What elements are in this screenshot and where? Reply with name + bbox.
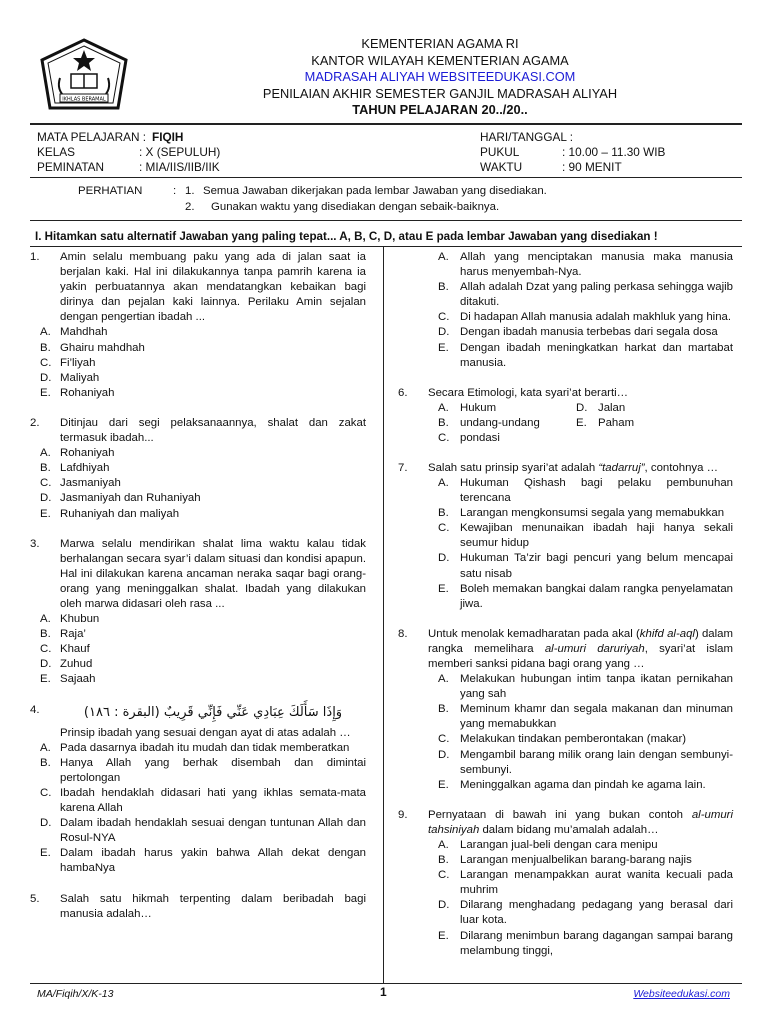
option-d[interactable]: [30, 816, 366, 846]
question-1: [30, 250, 366, 325]
duration-label: WAKTU: [480, 160, 523, 174]
question-number: 3.: [30, 537, 40, 550]
option-text: Hukuman Qishash bagi pelaku pembunuhan terencana: [460, 476, 733, 505]
option-text: Fi’liyah: [60, 356, 96, 369]
option-text: Rohaniyah: [60, 447, 115, 460]
stem-text: Untuk menolak kemadharatan pada akal (: [428, 627, 640, 640]
option-letter: E.: [40, 847, 51, 860]
option-letter: B.: [438, 703, 449, 716]
option-text: Mahdhah: [60, 326, 108, 339]
left-column: [30, 250, 366, 922]
option-text: Sajaah: [60, 673, 96, 686]
option-d[interactable]: [398, 325, 733, 340]
footer-code: MA/Fiqih/X/K-13: [37, 988, 114, 1000]
option-text: Meminum khamr dan segala makanan dan minuman yang memabukkan: [460, 703, 733, 731]
stem-term: “tadarruj”: [598, 461, 645, 474]
header-ministry: KEMENTERIAN AGAMA RI: [361, 36, 519, 51]
notice-divider: [30, 220, 742, 221]
option-text: Ruhaniyah dan maliyah: [60, 507, 180, 520]
header-school-link[interactable]: MADRASAH ALIYAH WEBSITEEDUKASI.COM: [304, 69, 576, 84]
option-letter: B.: [40, 462, 51, 475]
option-letter: E.: [40, 386, 51, 399]
option-b[interactable]: undang-undang: [460, 416, 540, 429]
option-text: Melakukan tindakan pemberontakan (makar): [460, 733, 687, 746]
option-letter: E.: [40, 673, 51, 686]
option-b[interactable]: [30, 461, 366, 476]
stem-text: dalam bidang mu’amalah adalah…: [479, 823, 659, 836]
option-e[interactable]: [398, 929, 733, 959]
option-letter: D.: [40, 492, 52, 505]
option-letter: D.: [40, 658, 52, 671]
question-stem: [428, 461, 733, 476]
option-text: Boleh memakan bangkai dalam rangka penyelamatan jiwa.: [460, 582, 733, 610]
option-text: Larangan menjualbelikan barang-barang najis: [460, 854, 692, 867]
notice-item2-num: 2.: [185, 201, 195, 213]
option-letter: C.: [438, 869, 450, 882]
option-e[interactable]: [30, 507, 366, 522]
exam-info: [37, 130, 742, 175]
question-number: 9.: [398, 808, 408, 821]
option-text: Pada dasarnya ibadah itu mudah dan tidak memberatkan: [60, 741, 350, 754]
option-text: Raja’: [60, 628, 86, 641]
option-text: Dalam ibadah hendaklah sesuai dengan tuntunan Allah dan Rosul-NYA: [60, 817, 366, 845]
question-number: 8.: [398, 627, 408, 640]
option-letter: E.: [438, 582, 449, 595]
page-number: 1: [380, 985, 387, 999]
question-7: [398, 461, 733, 476]
question-8: [398, 627, 733, 672]
date-label: HARI/TANGGAL :: [480, 130, 574, 144]
option-text: Allah yang menciptakan manusia maka manusia harus menyembah-Nya.: [460, 251, 733, 279]
option-letter: A.: [40, 447, 51, 460]
subject-value: FIQIH: [152, 130, 184, 144]
question-stem: Amin selalu membuang paku yang ada di jalan saat ia berjalan kaki. Hal ini dilakukannya tanpa pamrih karena ia yakin perbuatannya akan mendatangkan kebaikan bagi dirinya dan pejalan kaki lainnya. Perilaku Amin sejalan dengan pengertian ibadah ...: [60, 251, 366, 324]
option-text: Jasmaniyah dan Ruhaniyah: [60, 492, 201, 505]
notice-colon: :: [173, 185, 177, 197]
class-value: : X (SEPULUH): [139, 145, 221, 159]
option-c[interactable]: [30, 356, 366, 371]
option-text: Hanya Allah yang berhak disembah dan dimintai pertolongan: [60, 756, 366, 784]
option-letter: A.: [40, 326, 51, 339]
notice-label: PERHATIAN: [78, 185, 143, 197]
option-text: Rohaniyah: [60, 386, 115, 399]
option-letter: D.: [438, 748, 450, 761]
option-e[interactable]: [398, 341, 733, 371]
option-d[interactable]: [398, 898, 733, 928]
option-text: Meninggalkan agama dan pindah ke agama lain.: [460, 778, 706, 791]
question-4: [30, 703, 366, 741]
info-divider: [30, 177, 742, 178]
question-number: 2.: [30, 416, 40, 429]
option-letter: E.: [576, 416, 587, 429]
question-stem: Ditinjau dari segi pelaksanaannya, shalat dan zakat termasuk ibadah...: [60, 416, 366, 445]
stem-text: Salah satu prinsip syari’at adalah: [428, 461, 599, 474]
option-letter: B.: [438, 281, 449, 294]
option-letter: B.: [438, 507, 449, 520]
question-stem: Secara Etimologi, kata syari’at berarti…: [428, 386, 629, 399]
section-divider: [30, 246, 742, 247]
option-a[interactable]: [398, 476, 733, 506]
right-column: [398, 250, 733, 959]
notice-item-2: Gunakan waktu yang disediakan dengan sebaik-baiknya.: [211, 201, 500, 213]
option-e[interactable]: [30, 672, 366, 687]
option-d[interactable]: [30, 491, 366, 506]
option-c[interactable]: [30, 476, 366, 491]
option-text: Khubun: [60, 613, 100, 626]
stem-term: khifd al-aql: [639, 627, 695, 640]
option-letter: C.: [438, 431, 450, 444]
option-letter: B.: [438, 854, 449, 867]
option-text: Larangan jual-beli dengan cara menipu: [460, 839, 658, 851]
option-text: Dilarang menimbun barang dagangan sampai barang melambung tinggi,: [460, 929, 733, 957]
option-a[interactable]: [30, 446, 366, 461]
column-divider: [383, 246, 384, 983]
major-label: PEMINATAN: [37, 160, 105, 174]
option-letter: A.: [438, 673, 449, 686]
document-header: [30, 32, 740, 120]
question-stem: Prinsip ibadah yang sesuai dengan ayat di atas adalah …: [60, 726, 351, 739]
option-c[interactable]: pondasi: [460, 431, 500, 444]
option-e[interactable]: [30, 846, 366, 876]
option-e[interactable]: [398, 582, 733, 612]
option-letter: D.: [40, 371, 52, 384]
option-text: Mengambil barang milik orang lain dengan sembunyi-sembunyi.: [460, 748, 733, 776]
notice-item1-num: 1.: [185, 185, 195, 197]
option-d[interactable]: [398, 748, 733, 778]
option-d[interactable]: [398, 551, 733, 581]
ministry-logo: [38, 38, 130, 118]
option-c[interactable]: [398, 732, 733, 747]
option-e[interactable]: Paham: [598, 416, 635, 429]
option-a[interactable]: Hukum: [460, 401, 497, 414]
option-d[interactable]: [30, 371, 366, 386]
option-b[interactable]: [30, 627, 366, 642]
notice-item-1: Semua Jawaban dikerjakan pada lembar Jawaban yang disediakan.: [203, 185, 547, 197]
subject-label: MATA PELAJARAN :: [37, 130, 147, 144]
question-stem: [428, 808, 733, 838]
section-instruction: I. Hitamkan satu alternatif Jawaban yang paling tepat... A, B, C, D, atau E pada lembar Jawaban yang disediakan !: [35, 230, 658, 243]
question-3: [30, 537, 366, 612]
option-letter: D.: [438, 899, 450, 912]
header-office: KANTOR WILAYAH KEMENTERIAN AGAMA: [311, 52, 569, 68]
option-text: Kewajiban menunaikan ibadah haji hanya sekali seumur hidup: [460, 522, 733, 550]
stem-text: , syari’at islam memberi sanksi pidana bagi orang yang …: [428, 642, 734, 670]
option-text: Melakukan hubungan intim tanpa ikatan pernikahan yang sah: [460, 673, 733, 701]
option-letter: B.: [40, 756, 51, 769]
option-letter: A.: [40, 613, 51, 626]
option-letter: D.: [576, 401, 588, 414]
stem-text: Pernyataan di bawah ini yang bukan contoh: [428, 808, 692, 821]
option-letter: E.: [438, 341, 449, 354]
option-c[interactable]: [30, 786, 366, 816]
option-a[interactable]: [398, 672, 733, 702]
option-letter: C.: [438, 522, 450, 535]
stem-text: ) dalam rangka memelihara: [428, 627, 733, 655]
option-letter: C.: [438, 311, 450, 324]
option-a[interactable]: [30, 325, 366, 340]
option-c[interactable]: [398, 310, 733, 325]
option-text: Ibadah hendaklah didasari hati yang ikhlas semata-mata karena Allah: [60, 787, 366, 815]
option-letter: C.: [40, 787, 52, 799]
question-9: [398, 808, 733, 838]
option-text: Dengan ibadah meningkatkan harkat dan martabat manusia.: [460, 341, 733, 369]
header-divider: [30, 123, 742, 125]
option-text: Lafdhiyah: [60, 462, 110, 475]
option-letter: E.: [438, 778, 449, 791]
option-a[interactable]: [30, 741, 366, 756]
question-stem: Marwa selalu mendirikan shalat lima waktu kalau tidak berhalangan secara syar’i dalam situasi dan kondisi apapun. Hal ini dilakukan karena ancaman neraka saqar bagi orang-orang yang meninggalkan shalat. Ibadah yang dilakukan oleh marwa didasari oleh rasa ...: [60, 537, 366, 610]
option-text: Di hadapan Allah manusia adalah makhluk yang hina.: [460, 311, 732, 324]
option-letter: B.: [438, 416, 449, 429]
question-number: 1.: [30, 251, 40, 263]
class-label: KELAS: [37, 145, 76, 159]
option-a[interactable]: [30, 612, 366, 627]
option-e[interactable]: [30, 386, 366, 401]
option-letter: A.: [40, 741, 51, 754]
option-b[interactable]: [30, 341, 366, 356]
option-text: Hukuman Ta’zir bagi pencuri yang belum mencapai satu nisab: [460, 552, 733, 580]
footer-link[interactable]: Websiteedukasi.com: [633, 988, 730, 1000]
option-d[interactable]: Jalan: [598, 401, 626, 414]
stem-text: , contohnya …: [644, 461, 718, 474]
option-letter: D.: [438, 326, 450, 339]
header-year: TAHUN PELAJARAN 20../20..: [352, 102, 528, 117]
option-letter: A.: [438, 476, 449, 489]
option-letter: B.: [40, 341, 51, 354]
question-stem: [428, 627, 733, 672]
option-c[interactable]: [398, 868, 733, 898]
question-number: 7.: [398, 461, 408, 474]
option-text: Ghairu mahdhah: [60, 341, 145, 354]
option-b[interactable]: [398, 280, 733, 310]
time-label: PUKUL: [480, 145, 520, 159]
option-letter: B.: [40, 628, 51, 641]
svg-text:IKHLAS BERAMAL: IKHLAS BERAMAL: [62, 96, 106, 103]
header-exam-title: PENILAIAN AKHIR SEMESTER GANJIL MADRASAH ALIYAH: [262, 85, 618, 101]
option-b[interactable]: [398, 506, 733, 521]
option-letter: C.: [438, 733, 450, 746]
question-number: 6.: [398, 386, 408, 399]
option-text: Dilarang menghadang pedagang yang berasal dari luar kota.: [460, 899, 733, 927]
option-c[interactable]: [30, 642, 366, 657]
option-b[interactable]: [398, 702, 733, 732]
question-number: 4.: [30, 703, 40, 716]
option-text: Dalam ibadah harus yakin bahwa Allah dekat dengan hambaNya: [60, 847, 366, 875]
option-b[interactable]: [398, 853, 733, 868]
time-value: : 10.00 – 11.30 WIB: [562, 145, 666, 159]
option-b[interactable]: [30, 756, 366, 786]
option-letter: E.: [40, 507, 51, 520]
option-c[interactable]: [398, 521, 733, 551]
option-letter: A.: [438, 401, 449, 414]
option-e[interactable]: [398, 778, 733, 793]
option-text: Dengan ibadah manusia terbebas dari segala dosa: [460, 326, 718, 339]
stem-term: al-umuri daruriyah: [544, 642, 645, 655]
option-letter: C.: [40, 356, 52, 369]
option-letter: A.: [438, 839, 449, 851]
option-letter: C.: [40, 643, 52, 656]
option-a[interactable]: [398, 838, 733, 853]
option-a[interactable]: [398, 250, 733, 280]
question-stem: Salah satu hikmah terpenting dalam beribadah bagi manusia adalah…: [60, 892, 366, 920]
option-text: Maliyah: [60, 371, 100, 384]
option-text: Khauf: [60, 643, 90, 656]
major-value: : MIA/IIS/IIB/IIK: [139, 160, 220, 174]
option-text: Allah adalah Dzat yang paling perkasa sehingga wajib ditakuti.: [460, 281, 733, 309]
option-text: Larangan mengkonsumsi segala yang memabukkan: [460, 507, 725, 520]
option-letter: D.: [40, 817, 52, 830]
option-letter: D.: [438, 552, 450, 565]
question-5: [30, 892, 366, 922]
option-text: Larangan menampakkan aurat wanita kecuali pada muhrim: [460, 869, 733, 897]
duration-value: : 90 MENIT: [562, 160, 622, 174]
footer-divider: [30, 983, 742, 984]
quran-verse: وَإِذَا سَأَلَكَ عِبَادِي عَنِّي فَإِنِّي قَرِيبٌ (البقرة : ١٨٦): [83, 704, 343, 720]
option-d[interactable]: [30, 657, 366, 672]
stem-term: al-umuri tahsiniyah: [428, 808, 733, 836]
question-number: 5.: [30, 892, 40, 905]
option-text: Jasmaniyah: [60, 477, 121, 490]
question-2: [30, 416, 366, 446]
option-letter: E.: [438, 929, 449, 942]
option-text: Zuhud: [60, 658, 93, 671]
question-6: [398, 386, 733, 401]
option-letter: A.: [438, 251, 449, 263]
option-letter: C.: [40, 477, 52, 490]
